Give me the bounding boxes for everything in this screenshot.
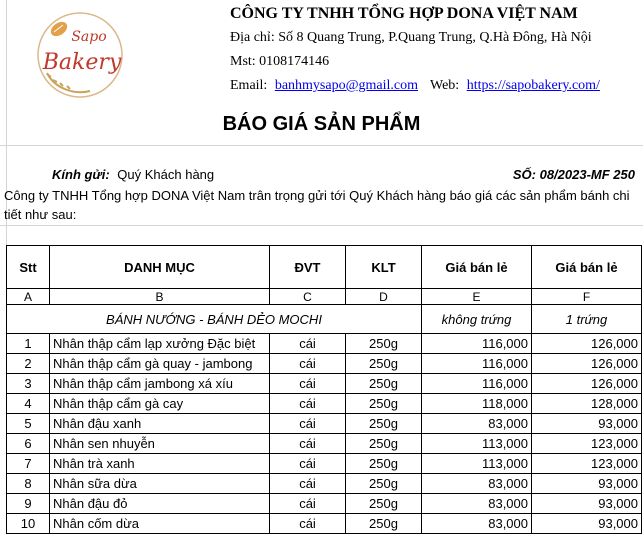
row-name: Nhân sen nhuyễn: [50, 434, 270, 454]
row-weight: 250g: [346, 494, 422, 514]
header-weight: KLT: [346, 246, 422, 289]
row-price-f: 93,000: [532, 474, 642, 494]
row-price-f: 128,000: [532, 394, 642, 414]
row-price-f: 126,000: [532, 374, 642, 394]
table-row: [7, 334, 642, 354]
row-price-e: 83,000: [422, 474, 532, 494]
row-price-f: 126,000: [532, 334, 642, 354]
header-category: DANH MỤC: [50, 246, 270, 289]
row-name: Nhân cốm dừa: [50, 514, 270, 534]
row-price-f: 123,000: [532, 454, 642, 474]
category-col-f: 1 trứng: [532, 305, 642, 334]
category-name: BÁNH NƯỚNG - BÁNH DẺO MOCHI: [7, 305, 422, 334]
table-row: [7, 474, 642, 494]
row-unit: cái: [270, 374, 346, 394]
recipient-label: Kính gửi:: [52, 167, 110, 182]
row-unit: cái: [270, 454, 346, 474]
letter-a: A: [7, 289, 50, 305]
row-unit: cái: [270, 414, 346, 434]
price-table: [6, 245, 642, 534]
row-price-f: 123,000: [532, 434, 642, 454]
row-weight: 250g: [346, 374, 422, 394]
row-name: Nhân sữa dừa: [50, 474, 270, 494]
row-weight: 250g: [346, 334, 422, 354]
row-weight: 250g: [346, 454, 422, 474]
table-row: [7, 374, 642, 394]
row-price-e: 116,000: [422, 334, 532, 354]
row-price-f: 126,000: [532, 354, 642, 374]
category-col-e: không trứng: [422, 305, 532, 334]
row-name: Nhân trà xanh: [50, 454, 270, 474]
category-row: [7, 305, 642, 334]
email-link[interactable]: banhmysapo@gmail.com: [274, 78, 418, 93]
row-price-f: 93,000: [532, 414, 642, 434]
row-price-f: 93,000: [532, 514, 642, 534]
header-price-e: Giá bán lẻ: [422, 246, 532, 289]
row-unit: cái: [270, 434, 346, 454]
logo-text-bakery: Bakery: [42, 50, 122, 75]
row-price-e: 83,000: [422, 514, 532, 534]
row-weight: 250g: [346, 474, 422, 494]
row-stt: 6: [7, 434, 50, 454]
letter-f: F: [532, 289, 642, 305]
row-price-e: 83,000: [422, 414, 532, 434]
row-unit: cái: [270, 514, 346, 534]
table-row: [7, 514, 642, 534]
row-unit: cái: [270, 334, 346, 354]
recipient-line: [52, 167, 214, 182]
row-price-e: 116,000: [422, 374, 532, 394]
row-weight: 250g: [346, 514, 422, 534]
row-price-e: 118,000: [422, 394, 532, 414]
company-address: Địa chỉ: Số 8 Quang Trung, P.Quang Trung, Q.Hà Đông, Hà Nội: [230, 30, 592, 45]
grid-line: [0, 145, 643, 146]
table-row: [7, 454, 642, 474]
row-name: Nhân đậu xanh: [50, 414, 270, 434]
letter-d: D: [346, 289, 422, 305]
row-unit: cái: [270, 354, 346, 374]
row-name: Nhân thập cẩm gà cay: [50, 394, 270, 414]
row-stt: 9: [7, 494, 50, 514]
document-title: BÁO GIÁ SẢN PHẨM: [222, 113, 421, 135]
row-price-e: 83,000: [422, 494, 532, 514]
row-price-e: 116,000: [422, 354, 532, 374]
letter-b: B: [50, 289, 270, 305]
letter-c: C: [270, 289, 346, 305]
row-weight: 250g: [346, 434, 422, 454]
row-stt: 7: [7, 454, 50, 474]
row-stt: 10: [7, 514, 50, 534]
company-tax-code: Mst: 0108174146: [230, 54, 330, 69]
recipient-value: Quý Khách hàng: [117, 167, 215, 182]
row-name: Nhân đậu đỏ: [50, 494, 270, 514]
table-row: [7, 434, 642, 454]
intro-text: Công ty TNHH Tổng hợp DONA Việt Nam trân trọng gửi tới Quý Khách hàng báo giá các sản phẩm bánh chi tiết như sau:: [4, 188, 630, 222]
grid-line: [0, 225, 643, 226]
company-web-row: [430, 78, 600, 94]
row-name: Nhân thập cẩm jambong xá xíu: [50, 374, 270, 394]
table-row: [7, 414, 642, 434]
company-name: CÔNG TY TNHH TỔNG HỢP DONA VIỆT NAM: [230, 5, 578, 22]
sapo-bakery-logo: [35, 11, 125, 99]
letter-e: E: [422, 289, 532, 305]
table-row: [7, 494, 642, 514]
row-price-f: 93,000: [532, 494, 642, 514]
column-letter-row: [7, 289, 642, 305]
web-link[interactable]: https://sapobakery.com/: [466, 78, 600, 93]
row-weight: 250g: [346, 354, 422, 374]
row-price-e: 113,000: [422, 434, 532, 454]
table-body: [7, 334, 642, 534]
row-stt: 5: [7, 414, 50, 434]
logo-text-sapo: Sapo: [71, 29, 107, 45]
row-stt: 2: [7, 354, 50, 374]
row-stt: 3: [7, 374, 50, 394]
header-price-f: Giá bán lẻ: [532, 246, 642, 289]
row-stt: 1: [7, 334, 50, 354]
row-price-e: 113,000: [422, 454, 532, 474]
row-stt: 4: [7, 394, 50, 414]
table-header-row: [7, 246, 642, 289]
row-stt: 8: [7, 474, 50, 494]
header-stt: Stt: [7, 246, 50, 289]
table-row: [7, 354, 642, 374]
row-name: Nhân thập cẩm gà quay - jambong: [50, 354, 270, 374]
row-unit: cái: [270, 474, 346, 494]
row-unit: cái: [270, 394, 346, 414]
row-weight: 250g: [346, 414, 422, 434]
row-weight: 250g: [346, 394, 422, 414]
row-unit: cái: [270, 494, 346, 514]
header-unit: ĐVT: [270, 246, 346, 289]
document-number: SỐ: 08/2023-MF 250: [512, 167, 635, 182]
web-label: Web:: [430, 78, 460, 93]
table-row: [7, 394, 642, 414]
row-name: Nhân thập cẩm lạp xưởng Đặc biệt: [50, 334, 270, 354]
company-email-row: [230, 78, 418, 94]
email-label: Email:: [230, 78, 268, 93]
